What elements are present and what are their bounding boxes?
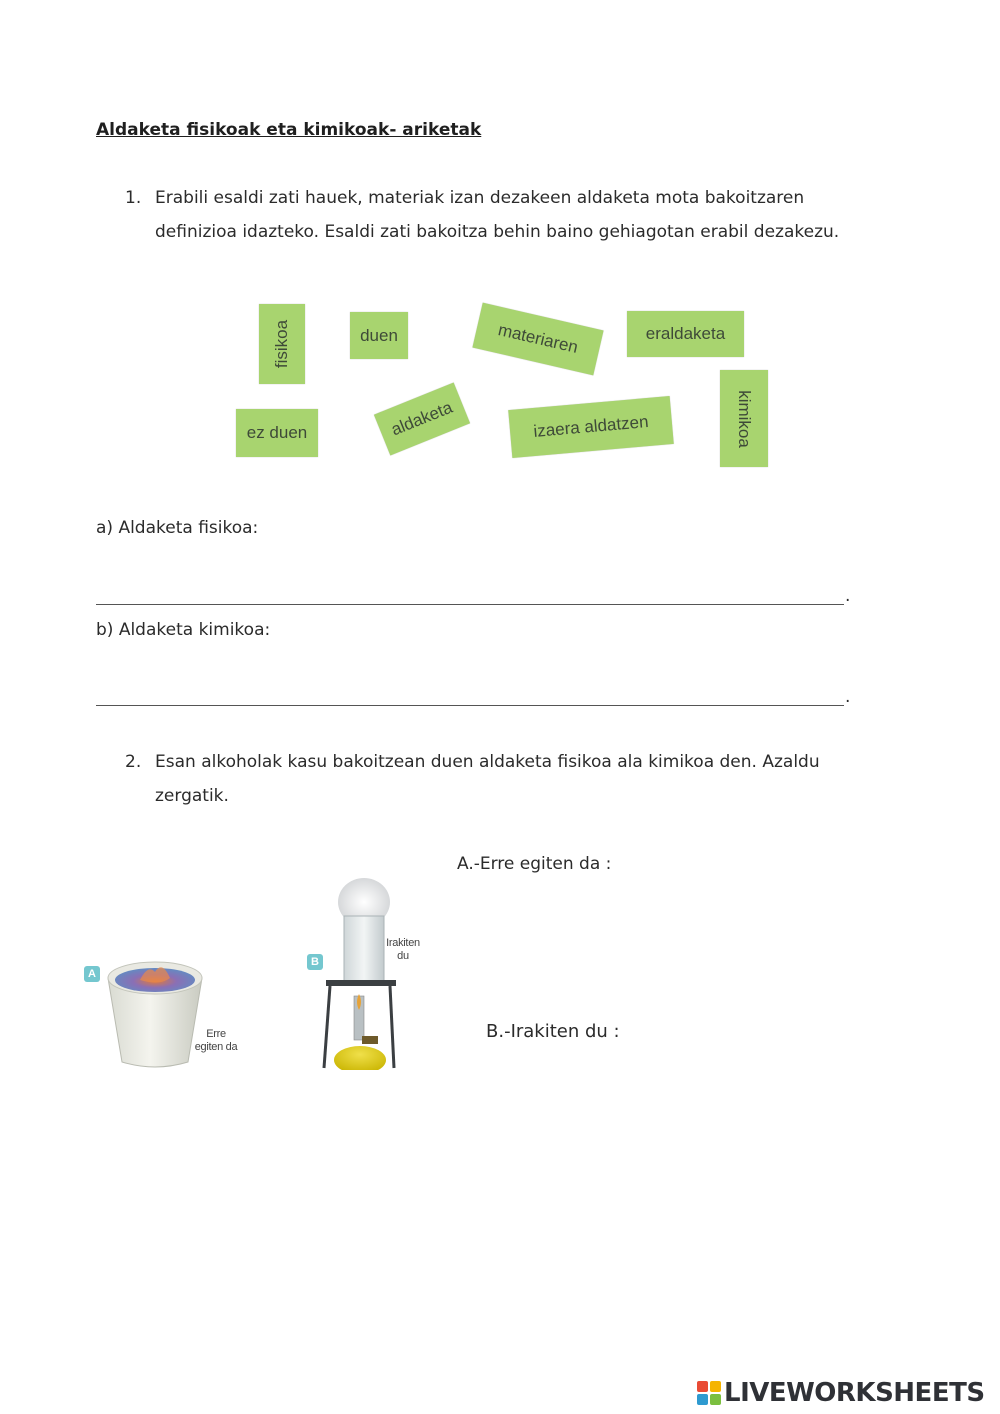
answer-b-line[interactable]	[96, 705, 844, 706]
image-b-caption	[378, 937, 428, 963]
answer-a-label: a) Aldaketa fisikoa:	[96, 518, 259, 538]
word-card-fisikoa[interactable]	[259, 304, 305, 384]
image-a-caption-line-1: Erre	[206, 1028, 226, 1040]
word-card-label: ez duen	[246, 423, 308, 442]
question-2-line-2: zergatik.	[155, 786, 229, 806]
word-card-label: fisikoa	[272, 319, 291, 369]
image-a-caption-line-2: egiten da	[194, 1041, 238, 1053]
word-card-label: duen	[360, 325, 398, 345]
word-card-label: materiaren	[496, 320, 580, 357]
word-card-kimikoa[interactable]	[720, 370, 768, 467]
question-2-line-1: Esan alkoholak kasu bakoitzean duen aldaketa fisikoa ala kimikoa den. Azaldu	[155, 752, 820, 772]
word-card-duen[interactable]	[350, 312, 408, 359]
liveworksheets-logo	[697, 1378, 985, 1408]
page-title: Aldaketa fisikoak eta kimikoak- ariketak	[96, 120, 482, 140]
logo-text: LIVEWORKSHEETS	[724, 1378, 985, 1408]
answer-b-label: b) Aldaketa kimikoa:	[96, 620, 271, 640]
boiling-apparatus-image	[318, 876, 398, 1070]
word-card-materiaren[interactable]	[472, 303, 603, 376]
question-1-line-1: Erabili esaldi zati hauek, materiak izan dezakeen aldaketa mota bakoitzaren	[155, 188, 805, 208]
question-2-number: 2.	[125, 752, 142, 772]
word-card-label: aldaketa	[388, 397, 456, 440]
answer-b-period: .	[845, 687, 851, 707]
prompt-b: B.-Irakiten du :	[486, 1021, 620, 1042]
word-card-label: kimikoa	[735, 389, 754, 448]
image-a-caption	[188, 1028, 244, 1054]
word-card-label: izaera aldatzen	[532, 412, 650, 441]
word-card-izaera-aldatzen[interactable]	[508, 396, 674, 458]
answer-a-line[interactable]	[96, 604, 844, 605]
question-1-number: 1.	[125, 188, 142, 208]
image-b-caption-line-2: du	[397, 950, 409, 962]
image-a-badge: A	[84, 966, 100, 982]
answer-a-period: .	[845, 586, 851, 606]
word-card-aldaketa[interactable]	[374, 382, 470, 455]
logo-mark-icon	[697, 1381, 721, 1405]
word-card-eraldaketa[interactable]	[627, 311, 744, 357]
image-b-caption-line-1: Irakiten	[386, 937, 420, 949]
word-card-ez-duen[interactable]	[236, 409, 318, 457]
word-card-label: eraldaketa	[645, 324, 726, 343]
question-2-text	[155, 745, 915, 813]
question-1-text	[155, 181, 915, 249]
image-b-badge: B	[307, 954, 323, 970]
prompt-a: A.-Erre egiten da :	[457, 854, 612, 874]
question-1-line-2: definizioa idazteko. Esaldi zati bakoitza behin baino gehiagotan erabil dezakezu.	[155, 222, 840, 242]
